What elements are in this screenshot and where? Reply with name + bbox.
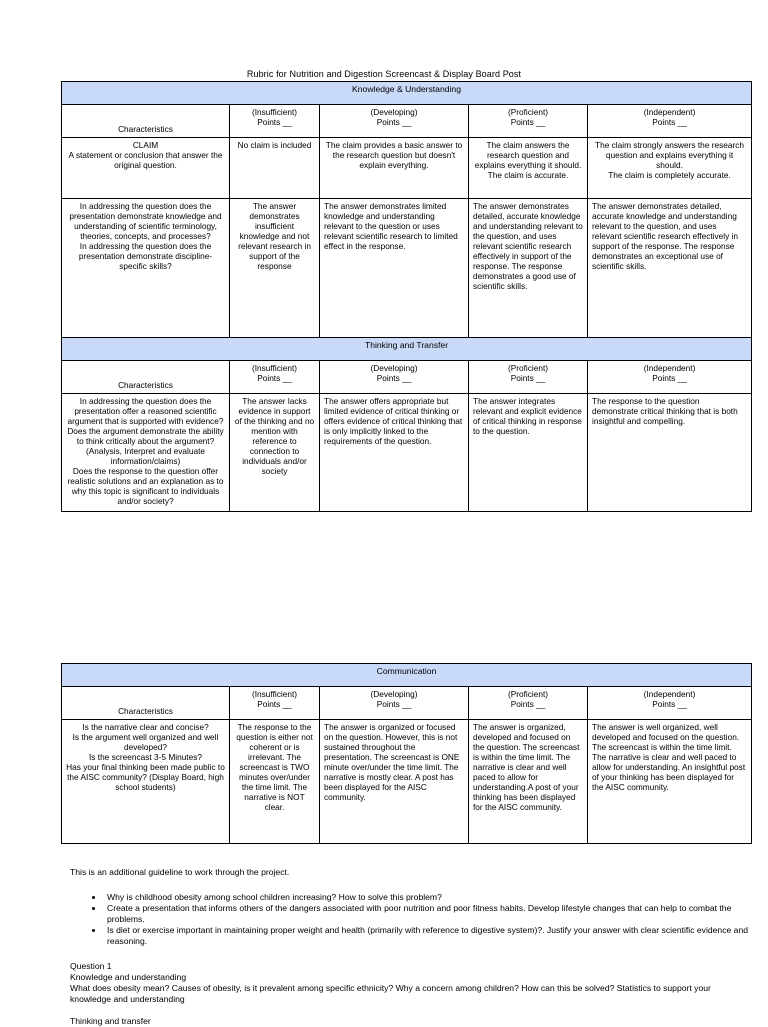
level-header-proficient: (Proficient) Points __ bbox=[469, 687, 588, 720]
level-header-independent: (Independent) Points __ bbox=[588, 105, 752, 138]
characteristics-header: Characteristics bbox=[62, 687, 230, 720]
guideline-bullet-list bbox=[70, 892, 750, 947]
independent-cell: The claim strongly answers the research question and explains everything it should. The claim is completely accurate. bbox=[588, 138, 752, 199]
guideline-bullet: • Why is childhood obesity among school children increasing? How to solve this problem? bbox=[104, 892, 750, 903]
proficient-cell: The claim answers the research question and explains everything it should. The claim is accurate. bbox=[469, 138, 588, 199]
level-header-insufficient: (Insufficient) Points __ bbox=[230, 105, 320, 138]
characteristics-header: Characteristics bbox=[62, 105, 230, 138]
developing-cell: The answer is organized or focused on the question. However, this is not sustained throughout the presentation. The screencast is ONE minute over/under the time limit. The narrative is mostly clear. A post has been displayed for the AISC community. bbox=[320, 720, 469, 844]
level-header-independent: (Independent) Points __ bbox=[588, 687, 752, 720]
guideline-bullet: • Create a presentation that informs others of the dangers associated with poor nutrition and poor fitness habits. Develop lifestyle changes that can help to combat the problems. bbox=[104, 903, 750, 925]
developing-cell: The claim provides a basic answer to the research question but doesn't explain everything. bbox=[320, 138, 469, 199]
insufficient-cell: No claim is included bbox=[230, 138, 320, 199]
rubric-table-knowledge bbox=[61, 81, 752, 512]
question-section: Knowledge and understanding bbox=[70, 972, 187, 982]
proficient-cell: The answer integrates relevant and explicit evidence of critical thinking in response to the question. bbox=[469, 394, 588, 512]
developing-cell: The answer demonstrates limited knowledge and understanding relevant to the question or uses relevant scientific research to limited effect in the response. bbox=[320, 199, 469, 338]
independent-cell: The answer demonstrates detailed, accurate knowledge and understanding relevant to the question, and uses relevant scientific research effectively in support of the response. The response demonstrates an exceptional use of scientific skills. bbox=[588, 199, 752, 338]
level-header-developing: (Developing) Points __ bbox=[320, 687, 469, 720]
insufficient-cell: The answer demonstrates insufficient knowledge and not relevant research in support of the response bbox=[230, 199, 320, 338]
characteristic-cell: CLAIM A statement or conclusion that answer the original question. bbox=[62, 138, 230, 199]
question-block bbox=[70, 961, 750, 1027]
guideline-bullet: • Is diet or exercise important in maintaining proper weight and health (primarily with reference to digestive system)?. Justify your answer with clear scientific evidence and reasoning. bbox=[104, 925, 750, 947]
characteristic-cell: Is the narrative clear and concise? Is the argument well organized and well developed? Is the screencast 3-5 Minutes? Has your final thinking been made public to the AISC community? (Display Board, high school students) bbox=[62, 720, 230, 844]
proficient-cell: The answer is organized, developed and focused on the question. The screencast is within the time limit. The narrative is clear and well paced to allow for understanding.A post of your thinking has been displayed for the AISC community. bbox=[469, 720, 588, 844]
rubric-table-communication bbox=[61, 663, 752, 844]
question-label: Question 1 bbox=[70, 961, 112, 971]
insufficient-cell: The response to the question is either not coherent or is irrelevant. The screencast is TWO minutes over/under the time limit. The narrative is NOT clear. bbox=[230, 720, 320, 844]
question-text: What does obesity mean? Causes of obesity, is it prevalent among specific ethnicity? Why a concern among children? How can this be solved? Statistics to support your knowledge and understanding bbox=[70, 983, 711, 1004]
next-heading: Thinking and transfer bbox=[70, 1016, 151, 1026]
proficient-cell: The answer demonstrates detailed, accurate knowledge and understanding relevant to the question, and uses relevant scientific research effectively in support of the response. The response demonstrates a good use of scientific skills. bbox=[469, 199, 588, 338]
developing-cell: The answer offers appropriate but limited evidence of critical thinking or offers evidence of critical thinking that is only implicitly linked to the requirements of the question. bbox=[320, 394, 469, 512]
level-header-independent: (Independent) Points __ bbox=[588, 361, 752, 394]
section-heading: Communication bbox=[62, 664, 752, 687]
independent-cell: The answer is well organized, well developed and focused on the question. The screencast is within the time limit. The narrative is clear and well paced to allow for understanding. An insightful post of your thinking has been displayed for the AISC community. bbox=[588, 720, 752, 844]
independent-cell: The response to the question demonstrate critical thinking that is both insightful and compelling. bbox=[588, 394, 752, 512]
section-heading: Knowledge & Understanding bbox=[62, 82, 752, 105]
document-title: Rubric for Nutrition and Digestion Screencast & Display Board Post bbox=[246, 69, 522, 79]
level-header-proficient: (Proficient) Points __ bbox=[469, 361, 588, 394]
level-header-insufficient: (Insufficient) Points __ bbox=[230, 361, 320, 394]
characteristic-cell: In addressing the question does the presentation demonstrate knowledge and understanding of scientific terminology, theories, concepts, and processes? In addressing the question does the presentation demonstrate discipline-specific skills? bbox=[62, 199, 230, 338]
insufficient-cell: The answer lacks evidence in support of the thinking and no mention with reference to connection to individuals and/or society bbox=[230, 394, 320, 512]
level-header-insufficient: (Insufficient) Points __ bbox=[230, 687, 320, 720]
guideline-section bbox=[70, 867, 750, 1027]
characteristics-header: Characteristics bbox=[62, 361, 230, 394]
level-header-developing: (Developing) Points __ bbox=[320, 361, 469, 394]
guideline-intro: This is an additional guideline to work through the project. bbox=[70, 867, 290, 877]
level-header-developing: (Developing) Points __ bbox=[320, 105, 469, 138]
section-heading: Thinking and Transfer bbox=[62, 338, 752, 361]
characteristic-cell: In addressing the question does the presentation offer a reasoned scientific argument that is supported with evidence? Does the argument demonstrate the ability to think critically about the argument? (Analysis, Interpret and evaluate information/claims) Does the response to the question offer realistic solutions and an explanation as to why this topic is significant to individuals and/or society? bbox=[62, 394, 230, 512]
level-header-proficient: (Proficient) Points __ bbox=[469, 105, 588, 138]
